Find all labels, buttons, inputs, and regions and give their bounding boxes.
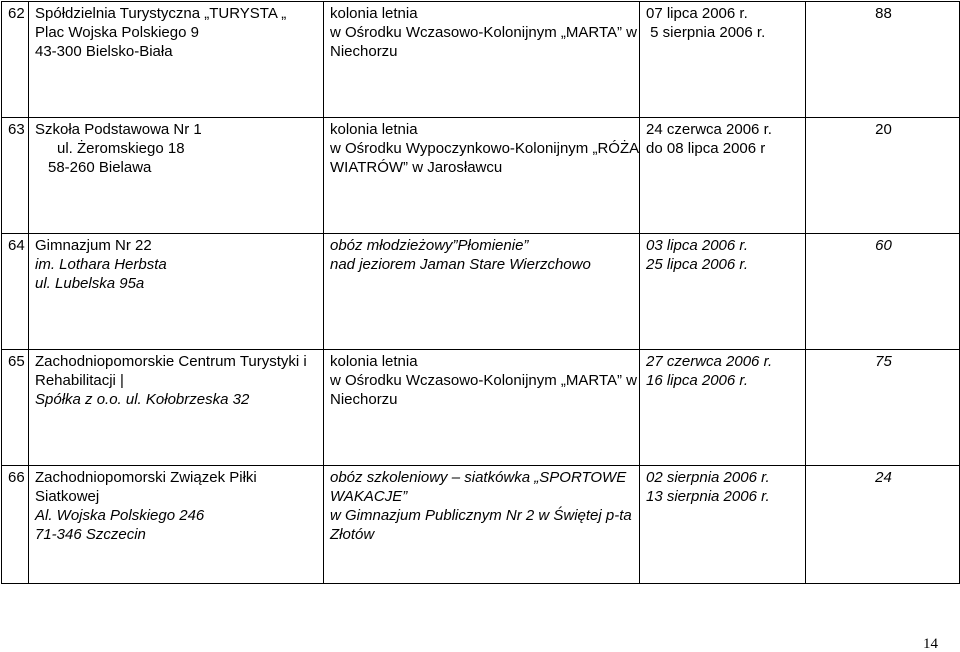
camp-cell: obóz szkoleniowy – siatkówka „SPORTOWE WAKACJE” w Gimnazjum Publicznym Nr 2 w Świętej p-ta Złotów xyxy=(324,466,640,584)
records-table xyxy=(1,1,960,584)
participant-count: 60 xyxy=(806,234,960,350)
row-number: 64 xyxy=(2,234,29,350)
dates-cell: 03 lipca 2006 r. 25 lipca 2006 r. xyxy=(640,234,806,350)
table-row xyxy=(2,118,960,234)
camp-cell: kolonia letnia w Ośrodku Wypoczynkowo-Kolonijnym „RÓŻA WIATRÓW” w Jarosławcu xyxy=(324,118,640,234)
organizer-cell: Gimnazjum Nr 22 im. Lothara Herbsta ul. Lubelska 95a xyxy=(29,234,324,350)
participant-count: 24 xyxy=(806,466,960,584)
participant-count: 75 xyxy=(806,350,960,466)
row-number: 63 xyxy=(2,118,29,234)
organizer-cell: Szkoła Podstawowa Nr 1 ul. Żeromskiego 18 58-260 Bielawa xyxy=(29,118,324,234)
dates-cell: 24 czerwca 2006 r. do 08 lipca 2006 r xyxy=(640,118,806,234)
camp-cell: kolonia letnia w Ośrodku Wczasowo-Kolonijnym „MARTA” w Niechorzu xyxy=(324,350,640,466)
participant-count: 20 xyxy=(806,118,960,234)
organizer-cell: Zachodniopomorski Związek Piłki Siatkowej Al. Wojska Polskiego 246 71-346 Szczecin xyxy=(29,466,324,584)
dates-cell: 27 czerwca 2006 r. 16 lipca 2006 r. xyxy=(640,350,806,466)
table-row xyxy=(2,2,960,118)
table-row xyxy=(2,234,960,350)
row-number: 62 xyxy=(2,2,29,118)
organizer-cell: Zachodniopomorskie Centrum Turystyki i Rehabilitacji | Spółka z o.o. ul. Kołobrzeska 32 xyxy=(29,350,324,466)
camp-cell: obóz młodzieżowy”Płomienie” nad jeziorem Jaman Stare Wierzchowo xyxy=(324,234,640,350)
page-number: 14 xyxy=(923,636,938,652)
dates-cell: 02 sierpnia 2006 r. 13 sierpnia 2006 r. xyxy=(640,466,806,584)
dates-cell: 07 lipca 2006 r. 5 sierpnia 2006 r. xyxy=(640,2,806,118)
row-number: 65 xyxy=(2,350,29,466)
row-number: 66 xyxy=(2,466,29,584)
camp-cell: kolonia letnia w Ośrodku Wczasowo-Kolonijnym „MARTA” w Niechorzu xyxy=(324,2,640,118)
participant-count: 88 xyxy=(806,2,960,118)
table-row xyxy=(2,350,960,466)
table-row xyxy=(2,466,960,584)
organizer-cell: Spółdzielnia Turystyczna „TURYSTA „ Plac Wojska Polskiego 9 43-300 Bielsko-Biała xyxy=(29,2,324,118)
